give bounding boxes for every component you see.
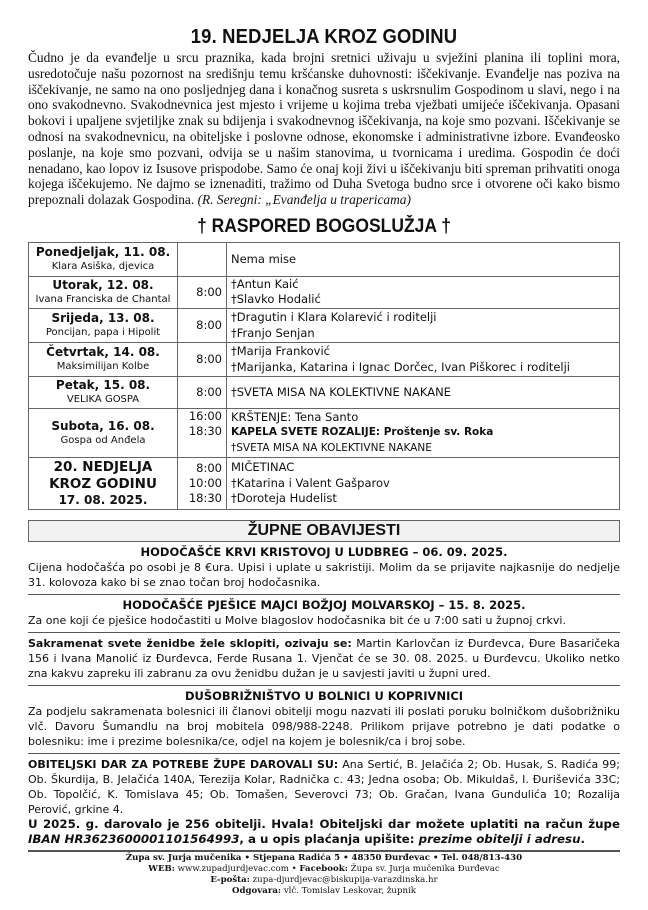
intro-text: Čudno je da evanđelje u srcu praznika, kada brojni sretnici uživaju u svježini planina ili toplini mora, usredotočuje našu pozornost na središnju temu kršćanske duhovnosti: iščekivanje. Evanđelje nas poziva na iščekivanje, ne samo na ono posljednjeg dana i konačnog susreta s uskrsnulim Gospodinom u slavi, nego i na ono svakodnevno. Svakodnevnica jest mjesto i vrijeme u kojima treba vježbati umijeće iščekivanja. Opasani bokovi i upaljene svjetiljke znak su bdijenja i svakodnevnog iščekivanja, na koje smo pozvani. Iščekivanje se odnosi na svakodnevnicu, na obiteljske i poslovne odnose, ekonomske i administrativne izbore. Evanđeosko poslanje, na koje smo pozvani, odvija se u našim stanovima, u tvornicama i uredima. Gospodin će doći nenadano, kao lopov iz Isusove prispodobe. Samo će onaj koji živi u iščekivanju biti spreman prihvatiti onoga kojega iščekujemo. Ne dajmo se iznenaditi, tražimo od Duha Svetoga budno srce i otvorene oči kako bismo prepoznali dolazak Gospodina. — [28, 50, 620, 208]
notice-text: Za podjelu sakramenata bolesnici ili članovi obitelji mogu nazvati ili poslati poruku bolničkom dušobrižniku vlč. Davoru Šumandlu na broj mobitela 098/988-2248. Prilikom prijave potrebno je dati podatke o bolesniku: ime i prezime bolesnika/ce, odjel na kojem je bolesnik/ca i broj sobe. — [28, 704, 620, 748]
bulletin-page — [28, 26, 620, 847]
summary-text: . — [580, 831, 585, 846]
day-saint: Maksimilijan Kolbe — [56, 361, 150, 373]
intro-paragraph — [28, 50, 620, 208]
table-row — [29, 242, 620, 276]
time: 18:30 — [188, 423, 222, 438]
time-cell — [178, 457, 227, 509]
footer-email-line — [28, 875, 620, 886]
notice-ludbreg — [28, 545, 620, 590]
day-name: Četvrtak, 14. 08. — [46, 345, 160, 360]
day-cell — [29, 342, 178, 376]
summary-text: , a u opis plaćanja upišite: — [239, 831, 419, 846]
divider — [28, 632, 620, 633]
day-cell — [29, 376, 178, 408]
intention: KRŠTENJE: Tena Santo — [231, 409, 359, 424]
notices-title: ŽUPNE OBAVIJESTI — [28, 520, 620, 542]
day-name: 20. NEDJELJA — [53, 458, 153, 475]
notice-gift — [28, 757, 620, 847]
page-title: 19. NEDJELJA KROZ GODINU — [190, 26, 458, 48]
time-cell: 8:00 — [178, 308, 227, 342]
time: 8:00 — [196, 460, 222, 475]
time-cell — [178, 242, 227, 276]
day-cell — [29, 242, 178, 276]
notice-hospital — [28, 689, 620, 749]
notice-lead: OBITELJSKI DAR ZA POTREBE ŽUPE DAROVALI SU: — [28, 757, 339, 771]
intention-cell — [227, 308, 620, 342]
day-name: Petak, 15. 08. — [55, 378, 151, 393]
time-cell: 8:00 — [178, 342, 227, 376]
facebook-link[interactable]: Župa sv. Jurja mučenika Đurđevac — [347, 864, 500, 874]
intention: †Katarina i Valent Gašparov — [231, 475, 390, 490]
responsible-name: vlč. Tomislav Leskovar, župnik — [281, 886, 416, 896]
schedule-table — [28, 242, 620, 510]
footer-address: Župa sv. Jurja mučenika • Stjepana Radića 5 • 48350 Đurđevac • Tel. 048/813-430 — [125, 853, 523, 863]
intention-cell — [227, 242, 620, 276]
intention: Nema mise — [231, 251, 297, 266]
day-saint: VELIKA GOSPA — [66, 394, 140, 406]
intention-cell — [227, 342, 620, 376]
responsible-label: Odgovara: — [232, 886, 282, 896]
day-cell — [29, 276, 178, 308]
intention-cell — [227, 276, 620, 308]
notice-text: Martin Karlovčan iz Đurđevca, Đure Basaričeka 156 i Ivana Manolić iz Đurđevca, Ferde Rusana 1. Vjenčat će se 30. 08. 2025. u Đurđevcu. Ukoliko netko zna kakvu zapreku ili zabranu za ovu ženidbu dužan je u savjesti javiti u župni ured. — [28, 636, 620, 680]
email-label: E-pošta: — [210, 875, 250, 885]
footer-web-line — [28, 864, 620, 875]
notice-text: Cijena hodočašća po osobi je 8 €ura. Upisi i uplate u sakristiji. Molim da se prijavite najkasnije do nedjelje 31. kolovoza kako bi se znao točan broj hodočasnika. — [28, 560, 620, 589]
intention-cell — [227, 376, 620, 408]
time: 16:00 — [188, 408, 222, 423]
day-saint: Ivana Franciska de Chantal — [35, 294, 171, 306]
table-row — [29, 457, 620, 509]
divider — [28, 685, 620, 686]
footer-responsible-line — [28, 886, 620, 897]
divider — [28, 753, 620, 754]
day-cell — [29, 457, 178, 509]
time-cell — [178, 408, 227, 457]
intention: †Doroteja Hudelist — [231, 491, 337, 506]
intention: †Slavko Hodalić — [231, 292, 321, 307]
facebook-label: Facebook: — [299, 864, 348, 874]
intention: MIČETINAC — [231, 460, 295, 475]
intro-source: (R. Seregni: „Evanđelja u trapericama) — [197, 192, 411, 208]
summary-text: U 2025. g. darovalo je 256 obitelji. Hvala! Obiteljski dar možete uplatiti na račun župe — [28, 816, 620, 831]
table-row — [29, 342, 620, 376]
time: 10:00 — [188, 475, 222, 490]
time-cell: 8:00 — [178, 276, 227, 308]
day-saint: Klara Asiška, djevica — [51, 261, 155, 273]
day-cell — [29, 408, 178, 457]
gift-summary — [28, 817, 620, 847]
notice-lead: Sakramenat svete ženidbe žele sklopiti, ozivaju se: — [28, 636, 352, 650]
intention: †Antun Kaić — [231, 276, 299, 291]
day-cell — [29, 308, 178, 342]
intention: KAPELA SVETE ROZALIJE: Proštenje sv. Roka — [231, 426, 494, 439]
intention: †Dragutin i Klara Kolarević i roditelji — [231, 309, 437, 324]
intention-cell — [227, 408, 620, 457]
footer-divider — [28, 850, 620, 852]
notice-heading: DUŠOBRIŽNIŠTVO U BOLNICI U KOPRIVNICI — [184, 688, 464, 703]
schedule-title: † RASPORED BOGOSLUŽJA † — [197, 215, 451, 237]
time-cell: 8:00 — [178, 376, 227, 408]
notice-heading: HODOČAŠĆE KRVI KRISTOVOJ U LUDBREG – 06. 09. 2025. — [140, 544, 508, 559]
intention: †SVETA MISA NA KOLEKTIVNE NAKANE — [231, 384, 451, 399]
footer — [28, 853, 620, 897]
web-label: WEB: — [148, 864, 175, 874]
intention: †Marijanka, Katarina i Ignac Dorčec, Ivan Piškorec i roditelji — [231, 360, 570, 375]
notice-heading: HODOČAŠĆE PJEŠICE MAJCI BOŽJOJ MOLVARSKOJ – 15. 8. 2025. — [122, 597, 526, 612]
notice-molve — [28, 598, 620, 628]
divider — [28, 594, 620, 595]
day-name: Srijeda, 13. 08. — [51, 311, 155, 326]
notice-marriage — [28, 636, 620, 681]
intention-cell — [227, 457, 620, 509]
intention: †Franjo Senjan — [231, 326, 315, 341]
intention: †SVETA MISA NA KOLEKTIVNE NAKANE — [231, 441, 432, 454]
day-name: Subota, 16. 08. — [51, 418, 155, 433]
table-row — [29, 276, 620, 308]
day-name: Ponedjeljak, 11. 08. — [35, 245, 171, 260]
summary-text: prezime obitelji i adresu — [418, 831, 581, 846]
time: 18:30 — [188, 490, 222, 505]
intention: †Marija Franković — [231, 343, 330, 358]
notice-text: Za one koji će pješice hodočastiti u Molve blagoslov hodočasnika bit će u 7:00 sati u župnoj crkvi. — [28, 613, 566, 627]
web-link[interactable]: www.zupadjurdjevac.com • — [174, 864, 300, 874]
notice-text: Ana Sertić, B. Jelačića 2; Ob. Husak, S. Radića 99; Ob. Škurdija, B. Jelačića 140A, Terezija Kolar, Radnička c. 43; Jedna osoba; Ob. Mikuldaš, I. Đuriševića 33C; Ob. Topolčić, K. Tomislava 45; Ob. Tomašen, Severovci 73; Ob. Gračan, Ivana Gundulića 10; Rozalija Perović, grkine 4. — [28, 757, 620, 816]
email-link[interactable]: zupa-djurdjevac@biskupija-varazdinska.hr — [249, 875, 438, 885]
day-saint: Poncijan, papa i Hipolit — [45, 327, 161, 339]
day-name: KROZ GODINU — [49, 475, 157, 492]
table-row — [29, 308, 620, 342]
table-row — [29, 376, 620, 408]
table-row — [29, 408, 620, 457]
iban: IBAN HR3623600001101564993 — [28, 831, 240, 846]
day-saint: Gospa od Anđela — [60, 434, 146, 446]
day-date: 17. 08. 2025. — [58, 492, 148, 507]
day-name: Utorak, 12. 08. — [52, 278, 154, 293]
